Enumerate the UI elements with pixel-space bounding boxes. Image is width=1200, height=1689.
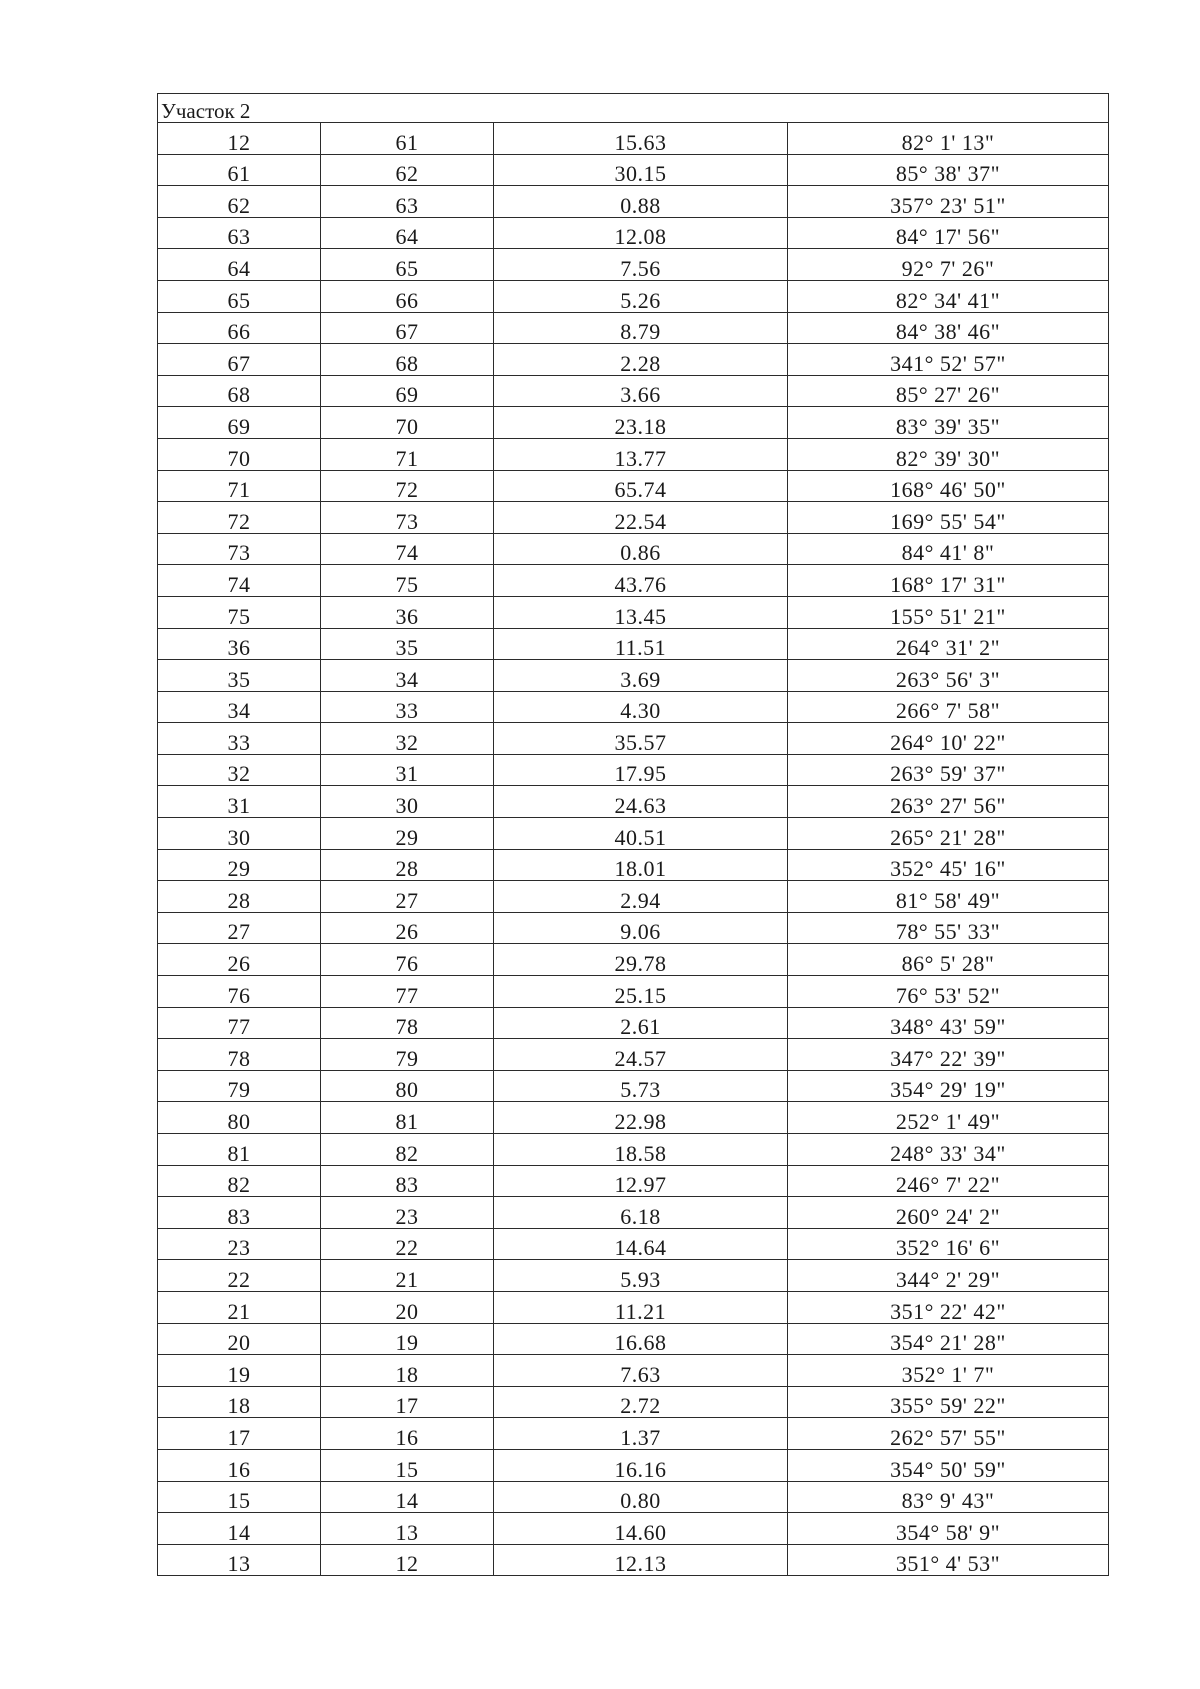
- to-point-cell: 34: [321, 660, 494, 692]
- table-row: [158, 628, 1109, 660]
- survey-sheet: [157, 93, 1108, 1576]
- to-point-cell: 30: [321, 786, 494, 818]
- bearing-cell: 263° 56' 3": [788, 660, 1109, 692]
- table-row: [158, 1197, 1109, 1229]
- from-point-cell: 32: [158, 754, 321, 786]
- from-point-cell: 80: [158, 1102, 321, 1134]
- to-point-cell: 32: [321, 723, 494, 755]
- table-row: [158, 1355, 1109, 1387]
- bearing-cell: 85° 27' 26": [788, 375, 1109, 407]
- bearing-cell: 352° 1' 7": [788, 1355, 1109, 1387]
- length-cell: 2.72: [494, 1386, 788, 1418]
- bearing-cell: 246° 7' 22": [788, 1165, 1109, 1197]
- from-point-cell: 13: [158, 1544, 321, 1576]
- from-point-cell: 14: [158, 1513, 321, 1545]
- length-cell: 24.57: [494, 1039, 788, 1071]
- table-row: [158, 1228, 1109, 1260]
- bearing-cell: 169° 55' 54": [788, 502, 1109, 534]
- to-point-cell: 69: [321, 375, 494, 407]
- to-point-cell: 77: [321, 976, 494, 1008]
- length-cell: 65.74: [494, 470, 788, 502]
- to-point-cell: 66: [321, 280, 494, 312]
- to-point-cell: 36: [321, 596, 494, 628]
- bearing-cell: 341° 52' 57": [788, 344, 1109, 376]
- to-point-cell: 20: [321, 1291, 494, 1323]
- table-row: [158, 1007, 1109, 1039]
- bearing-cell: 92° 7' 26": [788, 249, 1109, 281]
- to-point-cell: 14: [321, 1481, 494, 1513]
- to-point-cell: 26: [321, 912, 494, 944]
- table-row: [158, 976, 1109, 1008]
- length-cell: 0.86: [494, 533, 788, 565]
- from-point-cell: 21: [158, 1291, 321, 1323]
- table-row: [158, 565, 1109, 597]
- from-point-cell: 19: [158, 1355, 321, 1387]
- to-point-cell: 67: [321, 312, 494, 344]
- from-point-cell: 34: [158, 691, 321, 723]
- bearing-cell: 344° 2' 29": [788, 1260, 1109, 1292]
- bearing-cell: 76° 53' 52": [788, 976, 1109, 1008]
- length-cell: 23.18: [494, 407, 788, 439]
- table-row: [158, 344, 1109, 376]
- from-point-cell: 76: [158, 976, 321, 1008]
- table-row: [158, 818, 1109, 850]
- bearing-cell: 252° 1' 49": [788, 1102, 1109, 1134]
- length-cell: 11.21: [494, 1291, 788, 1323]
- to-point-cell: 29: [321, 818, 494, 850]
- bearing-cell: 354° 50' 59": [788, 1449, 1109, 1481]
- bearing-cell: 82° 1' 13": [788, 123, 1109, 155]
- bearing-cell: 78° 55' 33": [788, 912, 1109, 944]
- to-point-cell: 68: [321, 344, 494, 376]
- length-cell: 12.97: [494, 1165, 788, 1197]
- from-point-cell: 35: [158, 660, 321, 692]
- table-row: [158, 1544, 1109, 1576]
- length-cell: 13.45: [494, 596, 788, 628]
- to-point-cell: 23: [321, 1197, 494, 1229]
- from-point-cell: 70: [158, 438, 321, 470]
- boundary-table: [157, 93, 1109, 1576]
- from-point-cell: 33: [158, 723, 321, 755]
- to-point-cell: 63: [321, 186, 494, 218]
- from-point-cell: 79: [158, 1070, 321, 1102]
- table-row: [158, 849, 1109, 881]
- bearing-cell: 263° 27' 56": [788, 786, 1109, 818]
- length-cell: 13.77: [494, 438, 788, 470]
- from-point-cell: 28: [158, 881, 321, 913]
- length-cell: 0.80: [494, 1481, 788, 1513]
- bearing-cell: 347° 22' 39": [788, 1039, 1109, 1071]
- bearing-cell: 84° 38' 46": [788, 312, 1109, 344]
- to-point-cell: 75: [321, 565, 494, 597]
- from-point-cell: 75: [158, 596, 321, 628]
- from-point-cell: 82: [158, 1165, 321, 1197]
- bearing-cell: 264° 31' 2": [788, 628, 1109, 660]
- to-point-cell: 28: [321, 849, 494, 881]
- table-row: [158, 502, 1109, 534]
- length-cell: 29.78: [494, 944, 788, 976]
- from-point-cell: 12: [158, 123, 321, 155]
- to-point-cell: 82: [321, 1134, 494, 1166]
- table-row: [158, 912, 1109, 944]
- table-row: [158, 438, 1109, 470]
- bearing-cell: 85° 38' 37": [788, 154, 1109, 186]
- length-cell: 24.63: [494, 786, 788, 818]
- from-point-cell: 22: [158, 1260, 321, 1292]
- to-point-cell: 73: [321, 502, 494, 534]
- bearing-cell: 354° 58' 9": [788, 1513, 1109, 1545]
- from-point-cell: 69: [158, 407, 321, 439]
- table-row: [158, 375, 1109, 407]
- bearing-cell: 83° 9' 43": [788, 1481, 1109, 1513]
- to-point-cell: 76: [321, 944, 494, 976]
- bearing-cell: 348° 43' 59": [788, 1007, 1109, 1039]
- length-cell: 18.01: [494, 849, 788, 881]
- table-row: [158, 470, 1109, 502]
- to-point-cell: 65: [321, 249, 494, 281]
- length-cell: 0.88: [494, 186, 788, 218]
- length-cell: 1.37: [494, 1418, 788, 1450]
- length-cell: 4.30: [494, 691, 788, 723]
- table-row: [158, 123, 1109, 155]
- from-point-cell: 16: [158, 1449, 321, 1481]
- bearing-cell: 168° 46' 50": [788, 470, 1109, 502]
- table-row: [158, 1449, 1109, 1481]
- to-point-cell: 83: [321, 1165, 494, 1197]
- to-point-cell: 61: [321, 123, 494, 155]
- length-cell: 2.94: [494, 881, 788, 913]
- to-point-cell: 72: [321, 470, 494, 502]
- bearing-cell: 262° 57' 55": [788, 1418, 1109, 1450]
- bearing-cell: 84° 41' 8": [788, 533, 1109, 565]
- length-cell: 9.06: [494, 912, 788, 944]
- to-point-cell: 27: [321, 881, 494, 913]
- length-cell: 35.57: [494, 723, 788, 755]
- length-cell: 3.69: [494, 660, 788, 692]
- bearing-cell: 351° 22' 42": [788, 1291, 1109, 1323]
- length-cell: 2.28: [494, 344, 788, 376]
- bearing-cell: 352° 45' 16": [788, 849, 1109, 881]
- length-cell: 30.15: [494, 154, 788, 186]
- table-row: [158, 786, 1109, 818]
- table-row: [158, 312, 1109, 344]
- table-row: [158, 944, 1109, 976]
- from-point-cell: 61: [158, 154, 321, 186]
- bearing-cell: 351° 4' 53": [788, 1544, 1109, 1576]
- from-point-cell: 66: [158, 312, 321, 344]
- to-point-cell: 21: [321, 1260, 494, 1292]
- bearing-cell: 84° 17' 56": [788, 217, 1109, 249]
- bearing-cell: 264° 10' 22": [788, 723, 1109, 755]
- from-point-cell: 62: [158, 186, 321, 218]
- to-point-cell: 16: [321, 1418, 494, 1450]
- bearing-cell: 354° 21' 28": [788, 1323, 1109, 1355]
- section-header-row: [158, 94, 1109, 123]
- table-row: [158, 1165, 1109, 1197]
- table-row: [158, 186, 1109, 218]
- to-point-cell: 12: [321, 1544, 494, 1576]
- from-point-cell: 23: [158, 1228, 321, 1260]
- to-point-cell: 80: [321, 1070, 494, 1102]
- to-point-cell: 22: [321, 1228, 494, 1260]
- table-row: [158, 1418, 1109, 1450]
- from-point-cell: 20: [158, 1323, 321, 1355]
- from-point-cell: 64: [158, 249, 321, 281]
- to-point-cell: 78: [321, 1007, 494, 1039]
- from-point-cell: 36: [158, 628, 321, 660]
- from-point-cell: 17: [158, 1418, 321, 1450]
- to-point-cell: 81: [321, 1102, 494, 1134]
- table-row: [158, 1134, 1109, 1166]
- table-row: [158, 280, 1109, 312]
- bearing-cell: 81° 58' 49": [788, 881, 1109, 913]
- to-point-cell: 35: [321, 628, 494, 660]
- table-row: [158, 754, 1109, 786]
- length-cell: 25.15: [494, 976, 788, 1008]
- from-point-cell: 15: [158, 1481, 321, 1513]
- from-point-cell: 77: [158, 1007, 321, 1039]
- table-row: [158, 1102, 1109, 1134]
- bearing-cell: 352° 16' 6": [788, 1228, 1109, 1260]
- length-cell: 5.73: [494, 1070, 788, 1102]
- to-point-cell: 74: [321, 533, 494, 565]
- from-point-cell: 68: [158, 375, 321, 407]
- bearing-cell: 263° 59' 37": [788, 754, 1109, 786]
- from-point-cell: 26: [158, 944, 321, 976]
- bearing-cell: 266° 7' 58": [788, 691, 1109, 723]
- length-cell: 16.68: [494, 1323, 788, 1355]
- to-point-cell: 19: [321, 1323, 494, 1355]
- from-point-cell: 67: [158, 344, 321, 376]
- to-point-cell: 33: [321, 691, 494, 723]
- bearing-cell: 357° 23' 51": [788, 186, 1109, 218]
- bearing-cell: 265° 21' 28": [788, 818, 1109, 850]
- from-point-cell: 72: [158, 502, 321, 534]
- length-cell: 11.51: [494, 628, 788, 660]
- from-point-cell: 71: [158, 470, 321, 502]
- length-cell: 8.79: [494, 312, 788, 344]
- from-point-cell: 83: [158, 1197, 321, 1229]
- table-row: [158, 533, 1109, 565]
- section-title: Участок 2: [158, 94, 1109, 123]
- table-row: [158, 154, 1109, 186]
- length-cell: 40.51: [494, 818, 788, 850]
- table-body: [158, 94, 1109, 1576]
- bearing-cell: 155° 51' 21": [788, 596, 1109, 628]
- length-cell: 6.18: [494, 1197, 788, 1229]
- table-row: [158, 1070, 1109, 1102]
- from-point-cell: 73: [158, 533, 321, 565]
- to-point-cell: 31: [321, 754, 494, 786]
- from-point-cell: 78: [158, 1039, 321, 1071]
- table-row: [158, 881, 1109, 913]
- from-point-cell: 29: [158, 849, 321, 881]
- table-row: [158, 1513, 1109, 1545]
- bearing-cell: 86° 5' 28": [788, 944, 1109, 976]
- length-cell: 17.95: [494, 754, 788, 786]
- length-cell: 14.64: [494, 1228, 788, 1260]
- bearing-cell: 260° 24' 2": [788, 1197, 1109, 1229]
- length-cell: 5.26: [494, 280, 788, 312]
- bearing-cell: 82° 39' 30": [788, 438, 1109, 470]
- to-point-cell: 62: [321, 154, 494, 186]
- length-cell: 15.63: [494, 123, 788, 155]
- length-cell: 16.16: [494, 1449, 788, 1481]
- table-row: [158, 407, 1109, 439]
- from-point-cell: 63: [158, 217, 321, 249]
- length-cell: 7.63: [494, 1355, 788, 1387]
- table-row: [158, 1481, 1109, 1513]
- length-cell: 18.58: [494, 1134, 788, 1166]
- to-point-cell: 70: [321, 407, 494, 439]
- table-row: [158, 1291, 1109, 1323]
- length-cell: 22.54: [494, 502, 788, 534]
- length-cell: 5.93: [494, 1260, 788, 1292]
- to-point-cell: 18: [321, 1355, 494, 1387]
- from-point-cell: 65: [158, 280, 321, 312]
- table-row: [158, 723, 1109, 755]
- from-point-cell: 31: [158, 786, 321, 818]
- to-point-cell: 79: [321, 1039, 494, 1071]
- table-row: [158, 1039, 1109, 1071]
- bearing-cell: 355° 59' 22": [788, 1386, 1109, 1418]
- table-row: [158, 249, 1109, 281]
- length-cell: 43.76: [494, 565, 788, 597]
- table-row: [158, 660, 1109, 692]
- table-row: [158, 1323, 1109, 1355]
- from-point-cell: 30: [158, 818, 321, 850]
- from-point-cell: 81: [158, 1134, 321, 1166]
- to-point-cell: 64: [321, 217, 494, 249]
- length-cell: 3.66: [494, 375, 788, 407]
- bearing-cell: 354° 29' 19": [788, 1070, 1109, 1102]
- length-cell: 7.56: [494, 249, 788, 281]
- length-cell: 22.98: [494, 1102, 788, 1134]
- length-cell: 12.08: [494, 217, 788, 249]
- bearing-cell: 168° 17' 31": [788, 565, 1109, 597]
- bearing-cell: 248° 33' 34": [788, 1134, 1109, 1166]
- bearing-cell: 82° 34' 41": [788, 280, 1109, 312]
- table-row: [158, 691, 1109, 723]
- table-row: [158, 1260, 1109, 1292]
- to-point-cell: 17: [321, 1386, 494, 1418]
- bearing-cell: 83° 39' 35": [788, 407, 1109, 439]
- from-point-cell: 18: [158, 1386, 321, 1418]
- to-point-cell: 15: [321, 1449, 494, 1481]
- from-point-cell: 27: [158, 912, 321, 944]
- table-row: [158, 217, 1109, 249]
- length-cell: 12.13: [494, 1544, 788, 1576]
- length-cell: 2.61: [494, 1007, 788, 1039]
- to-point-cell: 71: [321, 438, 494, 470]
- table-row: [158, 1386, 1109, 1418]
- table-row: [158, 596, 1109, 628]
- from-point-cell: 74: [158, 565, 321, 597]
- length-cell: 14.60: [494, 1513, 788, 1545]
- to-point-cell: 13: [321, 1513, 494, 1545]
